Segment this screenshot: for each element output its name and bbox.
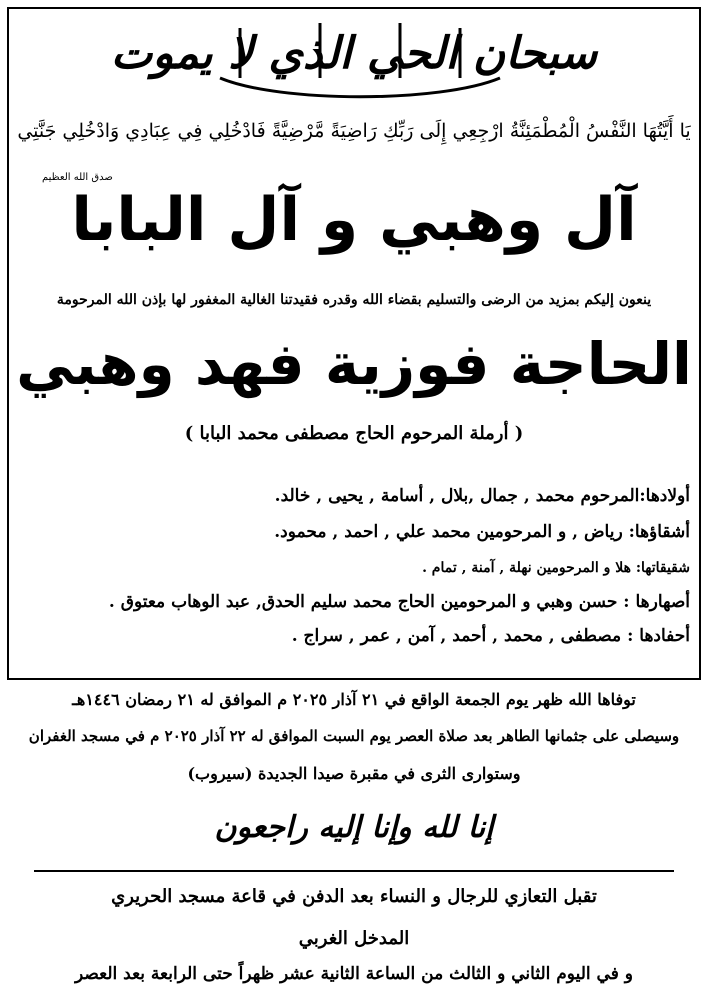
death-date-line: توفاها الله ظهر يوم الجمعة الواقع في ٢١ آذار ٢٠٢٥ م الموافق له ٢١ رمضان ١٤٤٦هـ — [72, 690, 636, 709]
deceased-subtitle: ( أرملة المرحوم الحاج مصطفى محمد البابا ) — [184, 423, 524, 444]
condolences-line-3: و في اليوم الثاني و الثالث من الساعة الثانية عشر ظهراً حتى الرابعة بعد العصر — [75, 964, 633, 984]
families-title: آل وهبي و آل البابا — [71, 185, 637, 255]
calligraphy-top: سبحان الحي الذي لا يموت — [110, 28, 598, 79]
relative-row-sisters — [422, 560, 690, 576]
relative-label: شقيقاتها: — [635, 560, 690, 576]
separator-line — [34, 870, 674, 872]
relative-names: حسن وهبي و المرحومين الحاج محمد سليم الحدق, عبد الوهاب معتوق . — [108, 592, 624, 612]
relative-names: هلا و المرحومين نهلة , آمنة , تمام . — [422, 560, 636, 576]
sadaqa-allah: صدق الله العظيم — [42, 172, 113, 183]
burial-line: وستوارى الثرى في مقبرة صيدا الجديدة (سيروب) — [187, 764, 521, 783]
relative-label: أصهارها : — [623, 592, 690, 612]
relative-names: مصطفى , محمد , أحمد , آمن , عمر , سراج . — [291, 626, 628, 646]
announcement-text: ينعون إليكم بمزيد من الرضى والتسليم بقضاء الله وقدره فقيدتنا الغالية المغفور لها بإذن الله المرحومة — [56, 292, 652, 308]
relative-row-sons — [275, 486, 690, 506]
relative-label: أولادها: — [639, 486, 690, 506]
relative-label: أحفادها : — [627, 626, 690, 646]
prayer-line: وسيصلى على جثمانها الطاهر بعد صلاة العصر يوم السبت الموافق له ٢٢ آذار ٢٠٢٥ م في مسجد الغفران — [28, 727, 680, 745]
relative-label: أشقاؤها: — [628, 522, 690, 542]
deceased-name: الحاجة فوزية فهد وهبي — [16, 330, 692, 398]
quran-verse: يَا أَيَّتُهَا النَّفْسُ الْمُطْمَئِنَّةُ ارْجِعِي إِلَى رَبِّكِ رَاضِيَةً مَّرْضِيَّةً فَادْخُلِي فِي عِبَادِي وَادْخُلِي جَنَّتِي — [17, 120, 691, 142]
relative-row-brothers — [274, 522, 690, 542]
condolences-line-2: المدخل الغربي — [298, 928, 410, 949]
relative-row-in-laws — [109, 592, 690, 612]
relative-names: المرحوم محمد , جمال ,بلال , أسامة , يحيى , خالد. — [274, 486, 640, 506]
relative-names: رياض , و المرحومين محمد علي , احمد , محمود. — [274, 522, 629, 542]
relative-row-grandchildren — [292, 626, 690, 646]
condolences-line-1: تقبل التعازي للرجال و النساء بعد الدفن في قاعة مسجد الحريري — [111, 886, 597, 907]
calligraphy-bottom: إنا لله وإنا إليه راجعون — [214, 810, 494, 845]
